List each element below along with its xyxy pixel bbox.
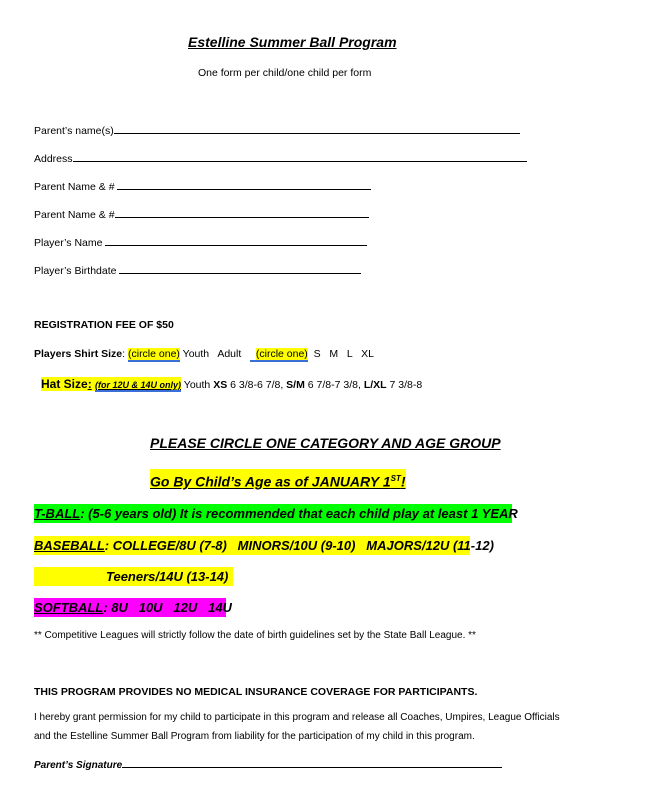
parent-name-number-field-2[interactable]	[34, 207, 369, 221]
hat-size-row	[41, 377, 422, 391]
shirt-size-row	[34, 348, 374, 360]
youth-label: Youth	[183, 379, 211, 391]
category-softball[interactable]: SOFTBALL: 8U 10U 12U 14U	[34, 600, 232, 615]
category-tball[interactable]: T-BALL: (5-6 years old) It is recommended that each child play at least 1 YEAR	[34, 506, 518, 521]
category-heading: PLEASE CIRCLE ONE CATEGORY AND AGE GROUP	[150, 435, 501, 451]
hat-size-sm[interactable]: S/M	[286, 379, 305, 391]
range: 7 3/8-8	[389, 379, 423, 391]
colon: :	[122, 348, 126, 360]
parents-name-field[interactable]	[34, 123, 520, 137]
field-label: Parent Name & #	[34, 209, 115, 221]
shirt-option-adult[interactable]: Adult	[217, 348, 242, 360]
hat-size-xs[interactable]: XS	[213, 379, 228, 391]
form-subtitle: One form per child/one child per form	[198, 67, 372, 79]
shirt-size-label: Players Shirt Size	[34, 348, 123, 360]
range: 6 3/8-6 7/8,	[230, 379, 284, 391]
hat-size-lxl[interactable]: L/XL	[363, 379, 387, 391]
field-label: Parent Name & #	[34, 181, 115, 193]
signature-field[interactable]	[34, 757, 502, 771]
field-label: Address	[34, 153, 73, 165]
form-title: Estelline Summer Ball Program	[188, 34, 397, 50]
registration-fee: REGISTRATION FEE OF $50	[34, 319, 174, 331]
player-birthdate-field[interactable]	[34, 263, 361, 277]
signature-label: Parent’s Signature	[34, 760, 123, 771]
insurance-notice: THIS PROGRAM PROVIDES NO MEDICAL INSURANCE COVERAGE FOR PARTICIPANTS.	[34, 686, 478, 698]
shirt-size-options[interactable]: S M L XL	[313, 348, 374, 360]
range: 6 7/8-7 3/8,	[307, 379, 361, 391]
parent-name-number-field-1[interactable]	[34, 179, 371, 193]
address-field[interactable]	[34, 151, 527, 165]
circle-one-note: (circle one)	[127, 348, 180, 360]
field-label: Parent’s name(s)	[34, 125, 114, 137]
permission-line-2: and the Estelline Summer Ball Program from liability for the participation of my child in this program.	[34, 731, 475, 742]
circle-one-note: (circle one)	[255, 348, 308, 360]
permission-line-1: I hereby grant permission for my child to participate in this program and release all Coaches, Umpires, League Officials	[34, 712, 560, 723]
player-name-field[interactable]	[34, 235, 367, 249]
age-note: Go By Child’s Age as of JANUARY 1ST!	[150, 469, 406, 489]
shirt-option-youth[interactable]: Youth	[182, 348, 210, 360]
hat-size-note: (for 12U & 14U only)	[95, 380, 182, 390]
hat-size-label: Hat Size: (for 12U & 14U only)	[41, 377, 182, 391]
category-teeners[interactable]: Teeners/14U (13-14)	[34, 567, 233, 586]
field-label: Player’s Birthdate	[34, 265, 117, 277]
field-label: Player’s Name	[34, 237, 103, 249]
category-baseball[interactable]: BASEBALL: COLLEGE/8U (7-8) MINORS/10U (9-10) MAJORS/12U (11-12)	[34, 538, 494, 553]
competitive-note: ** Competitive Leagues will strictly follow the date of birth guidelines set by the State Ball League. **	[34, 630, 476, 641]
